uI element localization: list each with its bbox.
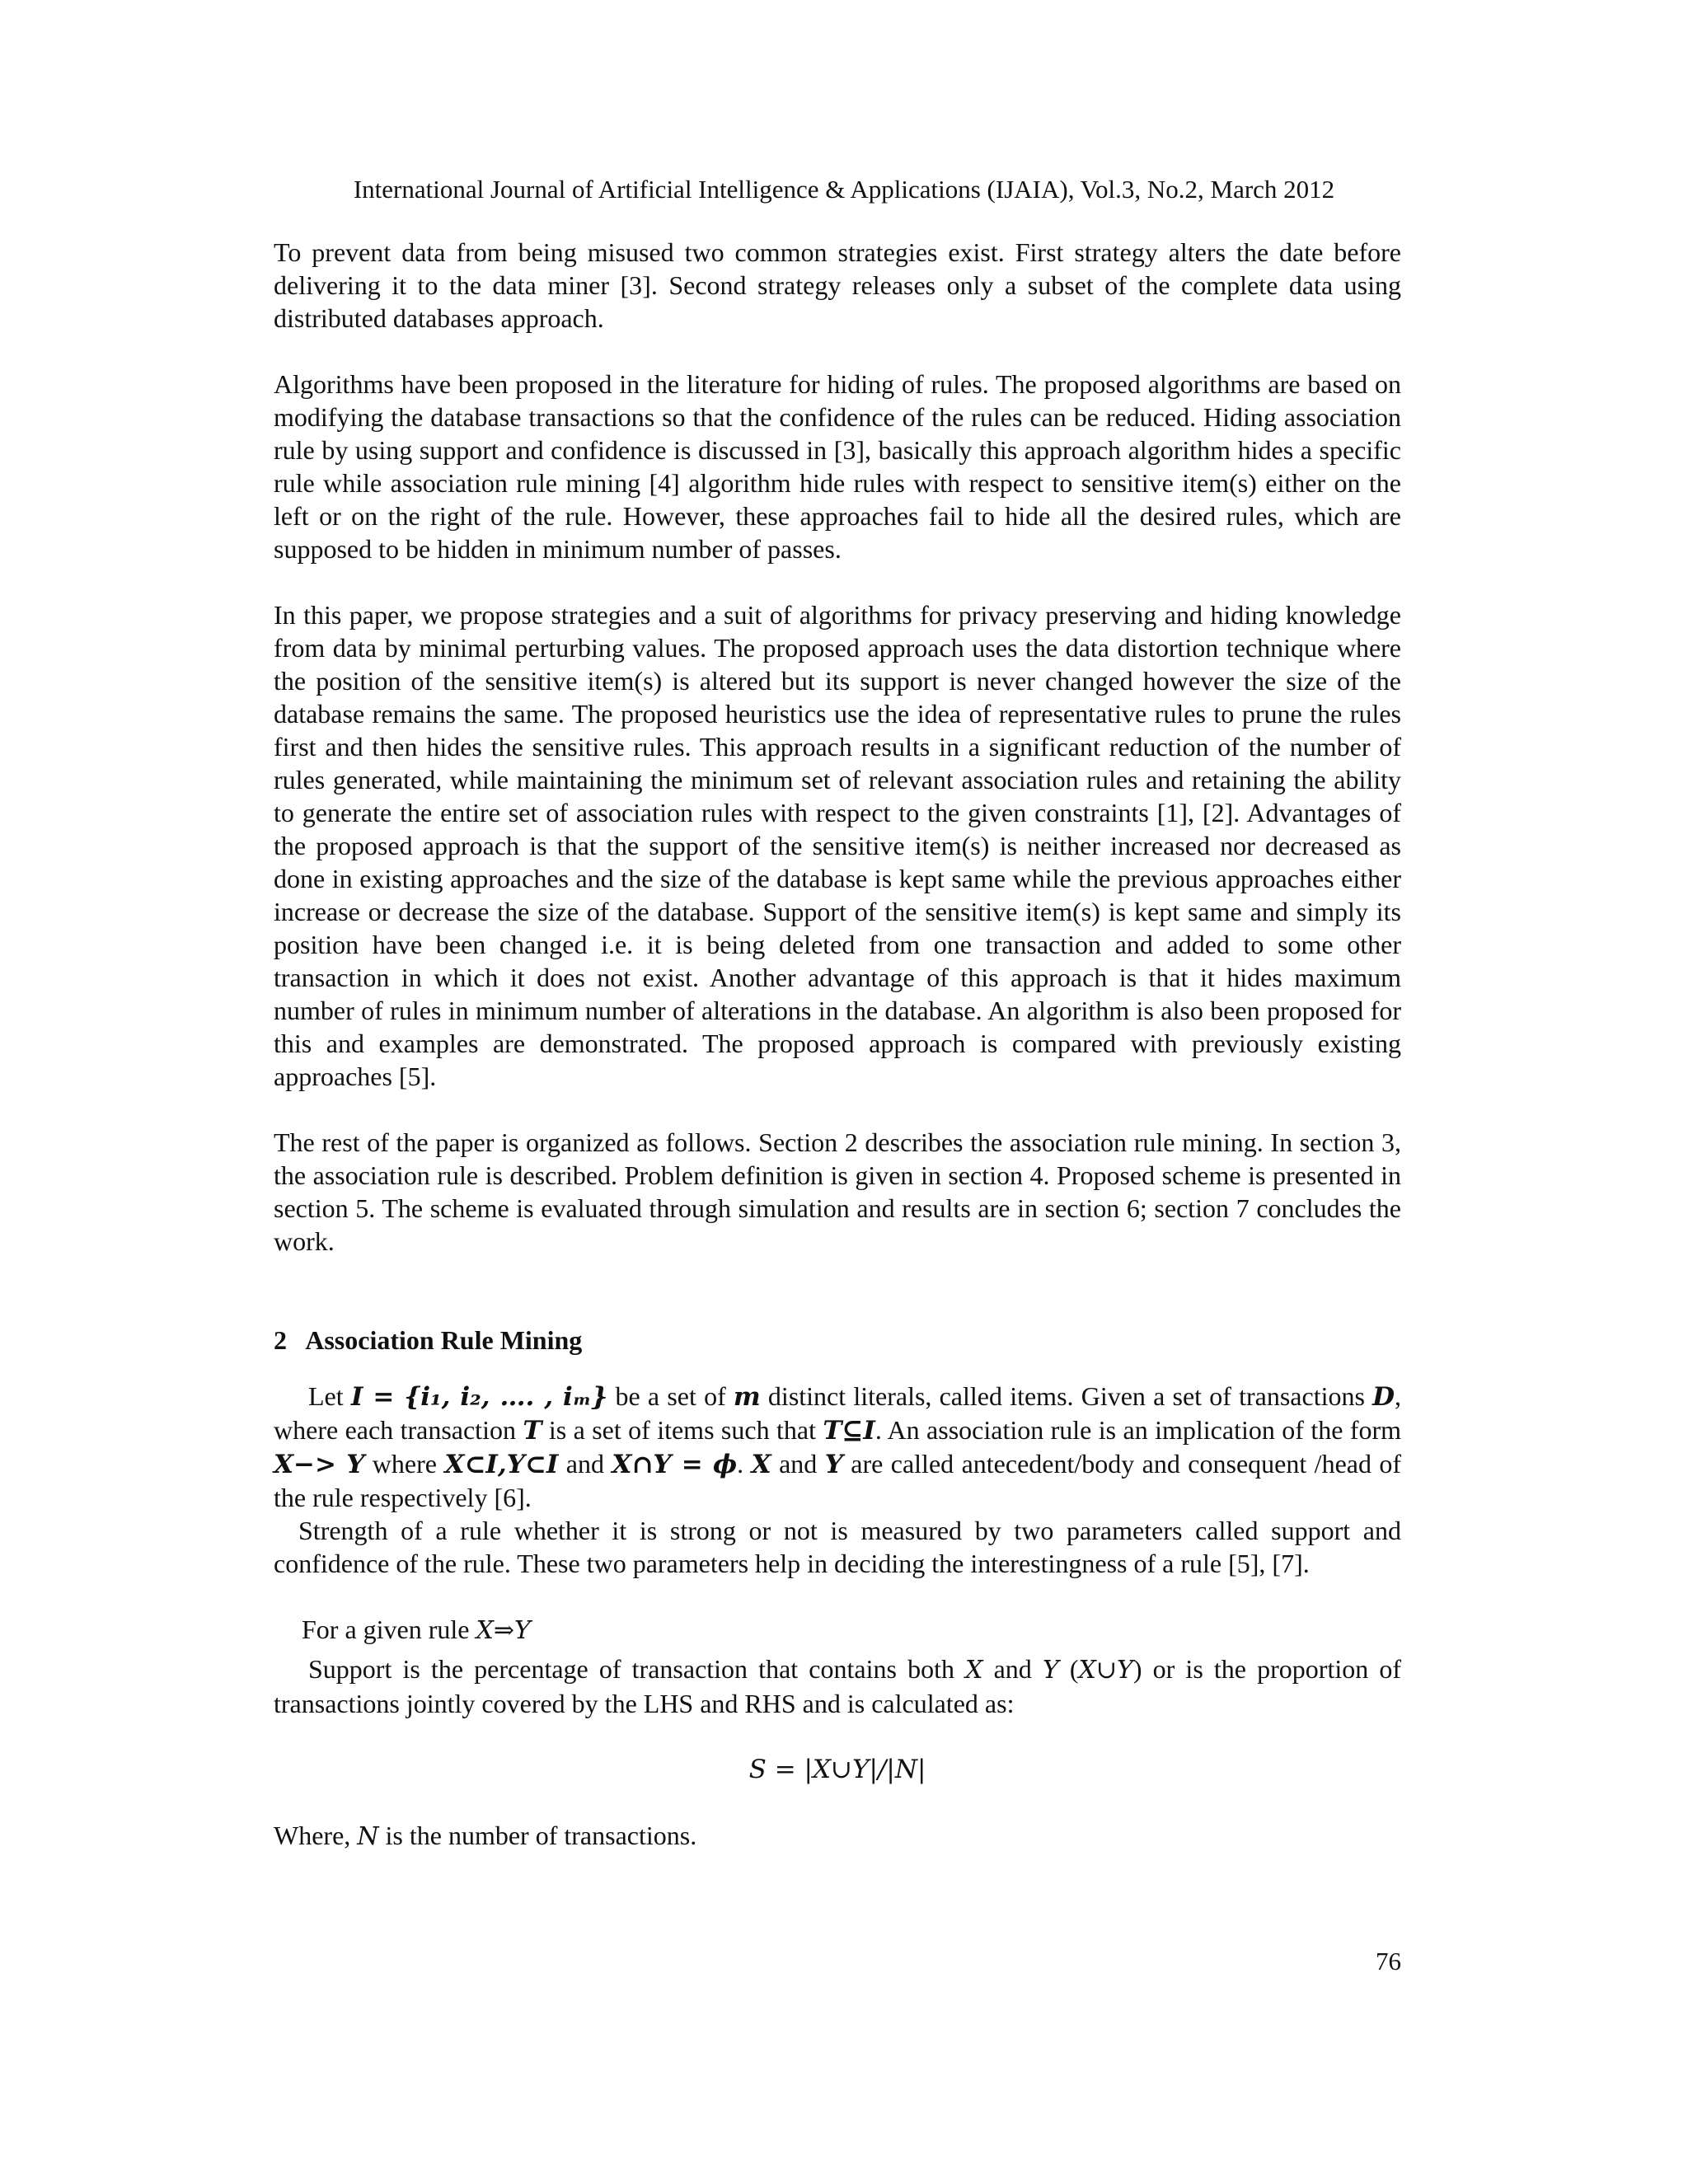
def-math-x: X: [751, 1450, 771, 1479]
section-heading: [274, 1324, 1401, 1357]
def-math-d: D: [1372, 1382, 1395, 1412]
def-math-subsets: X⊂I,Y⊂I: [444, 1450, 559, 1479]
def-text-6: . An association rule is an implication of the form: [874, 1415, 1402, 1445]
paragraph-misuse-strategies: To prevent data from being misused two common strategies exist. First strategy alters the date before delivering it to the data miner [3]. Second strategy releases only a subset of the complete data using distributed databases approach.: [274, 237, 1401, 333]
def-text-9: .: [737, 1449, 752, 1479]
def-text-11: are called antecedent/body and consequent /head of the rule respectively [6].: [274, 1449, 1402, 1512]
def-text-5: is a set of items such that: [542, 1415, 823, 1445]
body-content: [274, 236, 1401, 1854]
def-text-4: , where each transaction: [274, 1381, 1402, 1445]
def-math-intersection: X∩Y = ϕ: [612, 1450, 738, 1479]
def-math-m: m: [733, 1382, 761, 1412]
def-math-t: T: [523, 1416, 542, 1446]
where-text-1: Where,: [274, 1821, 358, 1850]
def-math-subset: T⊆I: [823, 1416, 875, 1446]
section-title-text: Association Rule Mining: [305, 1325, 583, 1355]
given-rule-text: For a given rule: [302, 1615, 476, 1644]
page-number: 76: [1376, 1947, 1401, 1975]
where-text-2: is the number of transactions.: [378, 1821, 697, 1850]
support-text-2: and: [982, 1654, 1043, 1684]
def-text-7: where: [364, 1449, 445, 1479]
support-math-x: X: [965, 1656, 983, 1685]
given-rule-math: X⇒Y: [476, 1616, 531, 1645]
support-math-union: X∪Y: [1078, 1656, 1133, 1685]
def-text-10: and: [771, 1449, 825, 1479]
paragraph-hiding-algorithms: Algorithms have been proposed in the literature for hiding of rules. The proposed algorithms are based on modifying the database transactions so that the confidence of the rules can be reduced. Hiding association rule by using support and confidence is discussed in [3], basically this approach algorithm hides a specific rule while association rule mining [4] algorithm hide rules with respect to sensitive item(s) either on the left or on the right of the rule. However, these approaches fail to hide all the desired rules, which are supposed to be hidden in minimum number of passes.: [274, 369, 1401, 564]
def-math-implication: X−> Y: [274, 1450, 365, 1479]
paragraph-where: [274, 1819, 1401, 1854]
support-text-1: Support is the percentage of transaction that contains both: [308, 1654, 966, 1684]
paragraph-paper-organization: The rest of the paper is organized as follows. Section 2 describes the association rule mining. In section 3, the association rule is described. Problem definition is given in section 4. Proposed scheme is presented in section 5. The scheme is evaluated through simulation and results are in section 6; section 7 concludes the work.: [274, 1127, 1401, 1256]
def-text-2: be a set of: [607, 1381, 734, 1411]
def-math-y: Y: [824, 1450, 843, 1479]
def-text-8: and: [558, 1449, 612, 1479]
def-text-1: Let: [308, 1381, 351, 1411]
given-rule-line: [274, 1613, 1401, 1647]
support-equation: S = |X∪Y|/|N|: [748, 1755, 926, 1784]
running-header: International Journal of Artificial Intelligence & Applications (IJAIA), Vol.3, No.2, March 2012: [353, 175, 1335, 204]
support-text-4: ) or is the proportion of transactions jointly covered by the LHS and RHS and is calculated as:: [274, 1654, 1402, 1718]
def-text-3: distinct literals, called items. Given a set of transactions: [760, 1381, 1373, 1411]
paragraph-strength: Strength of a rule whether it is strong or not is measured by two parameters called support and confidence of the rule. These two parameters help in deciding the interestingness of a rule [5], [7].: [274, 1516, 1401, 1578]
paragraph-proposed-approach: In this paper, we propose strategies and a suit of algorithms for privacy preserving and hiding knowledge from data by minimal perturbing values. The proposed approach uses the data distortion technique where the position of the sensitive item(s) is altered but its support is never changed however the size of the database remains the same. The proposed heuristics use the idea of representative rules to prune the rules first and then hides the sensitive rules. This approach results in a significant reduction of the number of rules generated, while maintaining the minimum set of relevant association rules and retaining the ability to generate the entire set of association rules with respect to the given constraints [1], [2]. Advantages of the proposed approach is that the support of the sensitive item(s) is neither increased nor decreased as done in existing approaches and the size of the database is kept same while the previous approaches either increase or decrease the size of the database. Support of the sensitive item(s) is kept same and simply its position have been changed i.e. it is being deleted from one transaction and added to some other transaction in which it does not exist. Another advantage of this approach is that it hides maximum number of rules in minimum number of alterations in the database. An algorithm is also been proposed for this and examples are demonstrated. The proposed approach is compared with previously existing approaches [5].: [274, 600, 1401, 1091]
def-math-itemset: I = {i₁, i₂, …. , iₘ}: [350, 1382, 608, 1412]
paragraph-support: [274, 1652, 1401, 1720]
paragraph-definition: [274, 1380, 1401, 1514]
support-text-3: (: [1058, 1654, 1079, 1684]
where-math-n: N: [357, 1822, 379, 1851]
support-math-y: Y: [1042, 1656, 1059, 1685]
section-number: 2: [274, 1325, 287, 1355]
